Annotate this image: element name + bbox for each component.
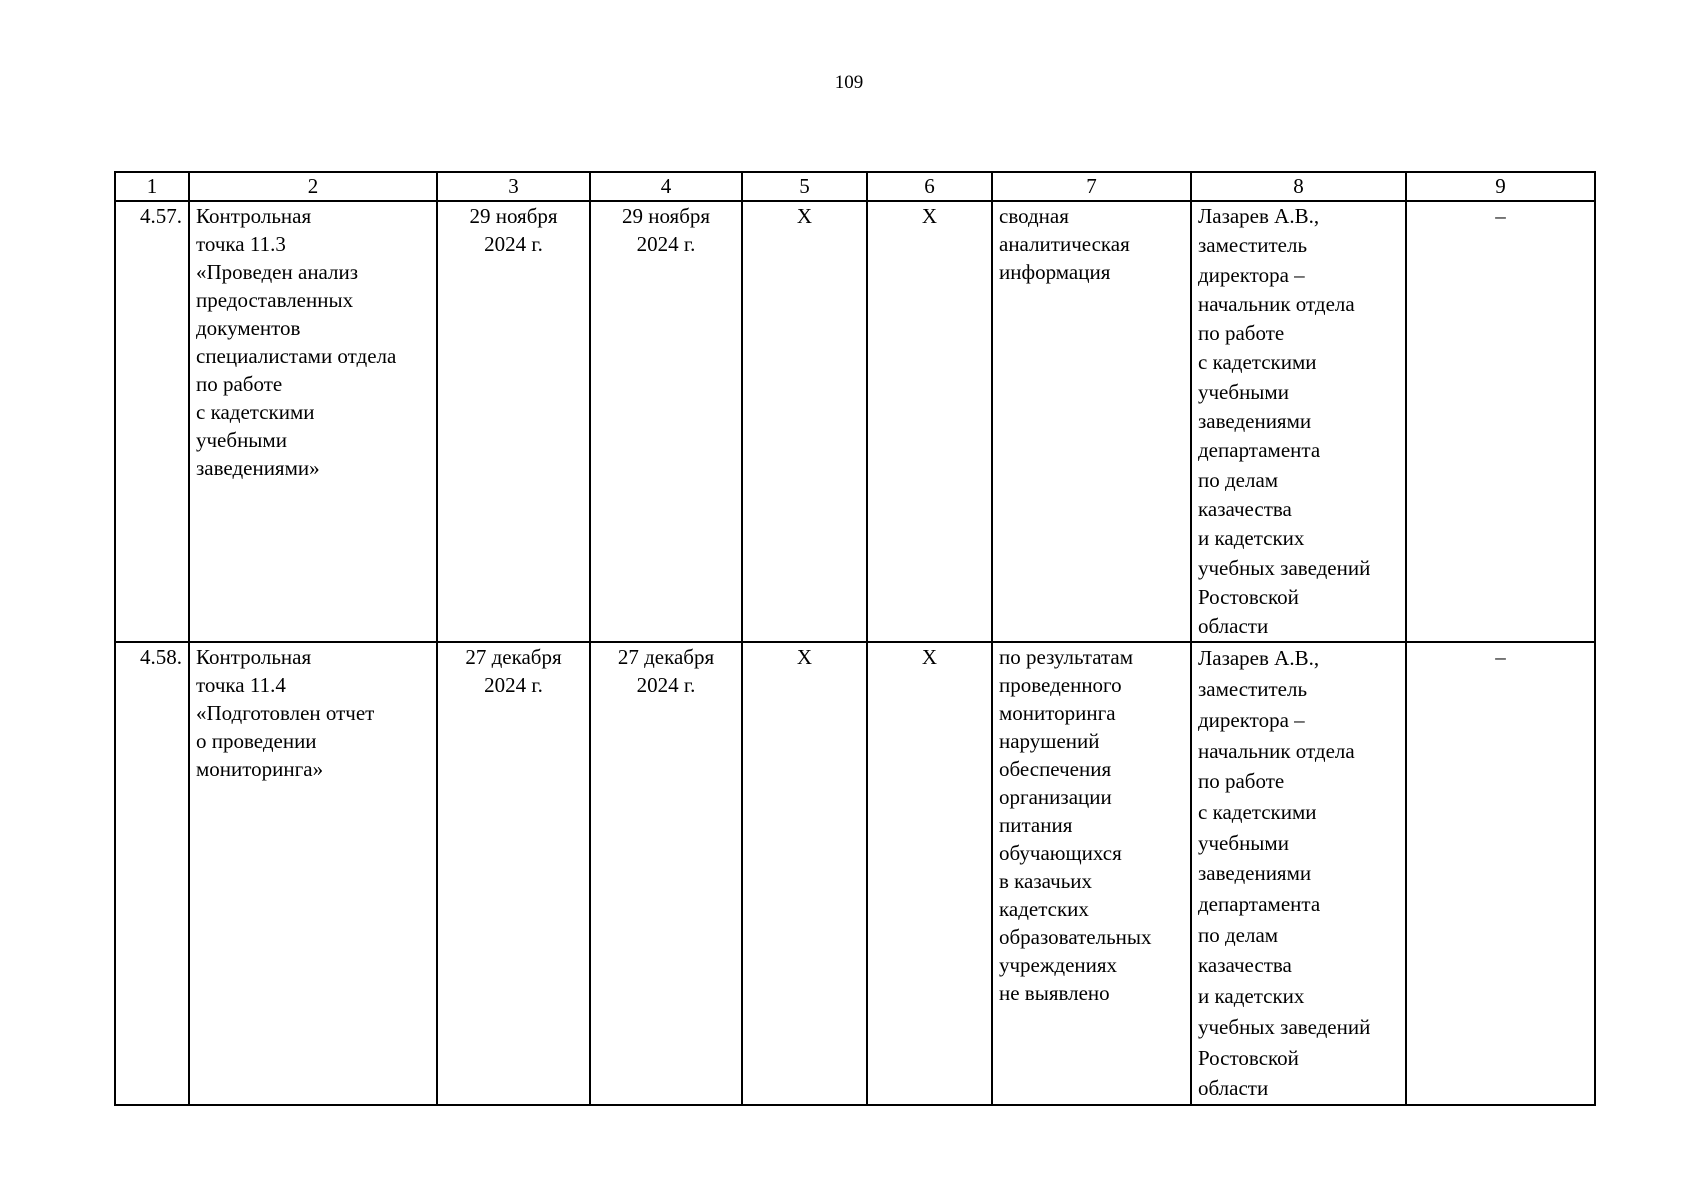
responsible-person: Лазарев А.В., заместитель директора – начальник отдела по работе с кадетскими учебными заведениями департамента по делам казачества и кадетских учебных заведений Ростовской области (1191, 201, 1406, 642)
header-cell-7: 7 (992, 172, 1191, 201)
column-9-value: – (1406, 201, 1595, 642)
responsible-person: Лазарев А.В., заместитель директора – начальник отдела по работе с кадетскими учебными заведениями департамента по делам казачества и кадетских учебных заведений Ростовской области (1191, 642, 1406, 1105)
header-cell-1: 1 (115, 172, 189, 201)
start-date: 29 ноября 2024 г. (437, 201, 590, 642)
header-cell-9: 9 (1406, 172, 1595, 201)
header-cell-8: 8 (1191, 172, 1406, 201)
column-6-value: Х (867, 201, 992, 642)
row-number: 4.58. (115, 642, 189, 1105)
table-row (115, 201, 1595, 642)
header-cell-5: 5 (742, 172, 867, 201)
plan-table (114, 171, 1596, 1106)
end-date: 27 декабря 2024 г. (590, 642, 742, 1105)
page-number: 109 (834, 72, 864, 93)
checkpoint-name: Контрольная точка 11.3 «Проведен анализ предоставленных документов специалистами отдела по работе с кадетскими учебными заведениями» (189, 201, 437, 642)
end-date: 29 ноября 2024 г. (590, 201, 742, 642)
header-cell-4: 4 (590, 172, 742, 201)
header-cell-3: 3 (437, 172, 590, 201)
column-6-value: Х (867, 642, 992, 1105)
column-5-value: Х (742, 201, 867, 642)
column-5-value: Х (742, 642, 867, 1105)
header-row (115, 172, 1595, 201)
start-date: 27 декабря 2024 г. (437, 642, 590, 1105)
table-row (115, 642, 1595, 1105)
checkpoint-name: Контрольная точка 11.4 «Подготовлен отчет о проведении мониторинга» (189, 642, 437, 1105)
header-cell-6: 6 (867, 172, 992, 201)
header-cell-2: 2 (189, 172, 437, 201)
row-number: 4.57. (115, 201, 189, 642)
result-description: сводная аналитическая информация (992, 201, 1191, 642)
column-9-value: – (1406, 642, 1595, 1105)
result-description: по результатам проведенного мониторинга нарушений обеспечения организации питания обучающихся в казачьих кадетских образовательных учреждениях не выявлено (992, 642, 1191, 1105)
